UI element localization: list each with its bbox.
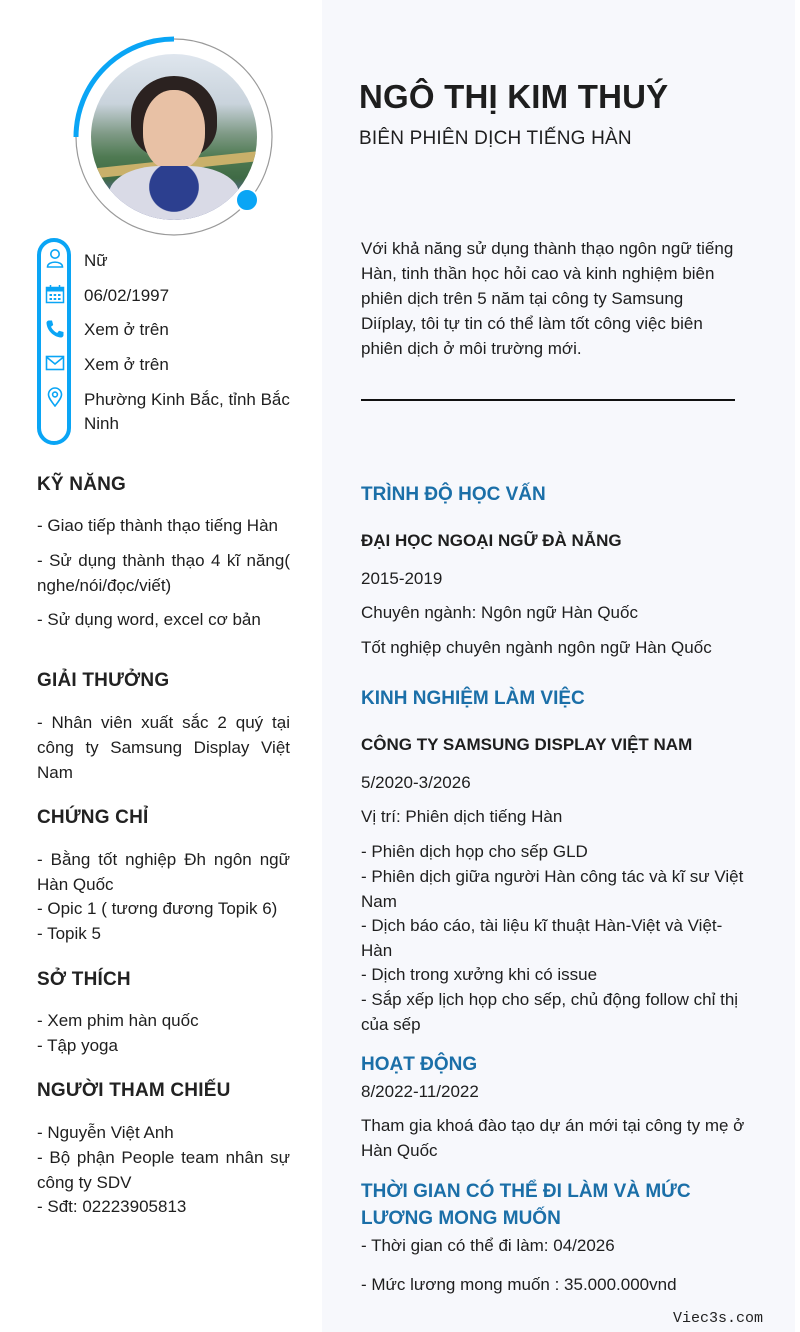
contact-address: Phường Kinh Bắc, tỉnh Bắc Ninh (84, 390, 290, 433)
avatar (72, 35, 276, 239)
contact-birthday: 06/02/1997 (84, 286, 170, 305)
availability-start: - Thời gian có thể đi làm: 04/2026 (361, 1236, 615, 1255)
summary-text: Với khả năng sử dụng thành thạo ngôn ngữ tiếng Hàn, tinh thần học hỏi cao và kinh nghiệm biên phiên dịch trên 5 năm tại công ty Samsung Diíplay, tôi tự tin có thể làm tốt công việc biên phiên dịch ở môi trường mới. (361, 239, 734, 358)
skill-item: - Giao tiếp thành thạo tiếng Hàn (37, 516, 278, 535)
contact-gender: Nữ (84, 251, 108, 270)
experience-company: CÔNG TY SAMSUNG DISPLAY VIỆT NAM (361, 735, 693, 754)
skills-title: KỸ NĂNG (37, 474, 127, 495)
availability-salary: - Mức lương mong muốn : 35.000.000vnd (361, 1275, 677, 1294)
avatar-dot (235, 188, 259, 212)
experience-position: Vị trí: Phiên dịch tiếng Hàn (361, 807, 563, 826)
reference-item: - Bộ phận People team nhân sự công ty SDV (37, 1148, 290, 1192)
reference-item: - Nguyễn Việt Anh (37, 1123, 174, 1142)
activities-title: HOẠT ĐỘNG (361, 1054, 478, 1075)
certificates-title: CHỨNG CHỈ (37, 807, 149, 828)
candidate-name: NGÔ THỊ KIM THUÝ (359, 78, 669, 115)
location-pin-icon (45, 387, 65, 407)
awards-title: GIẢI THƯỞNG (37, 670, 170, 691)
experience-duty: - Phiên dịch giữa người Hàn công tác và kĩ sư Việt Nam (361, 867, 744, 911)
mail-icon (45, 353, 65, 373)
education-note: Tốt nghiệp chuyên ngành ngôn ngữ Hàn Quốc (361, 638, 712, 657)
education-period: 2015-2019 (361, 569, 443, 588)
activities-period: 8/2022-11/2022 (361, 1082, 479, 1101)
hobbies-title: SỞ THÍCH (37, 969, 131, 990)
references-title: NGƯỜI THAM CHIẾU (37, 1080, 231, 1101)
hobby-item: - Tập yoga (37, 1036, 118, 1055)
hobby-item: - Xem phim hàn quốc (37, 1011, 199, 1030)
profile-photo (91, 54, 257, 220)
skill-item: - Sử dụng thành thạo 4 kĩ năng( nghe/nói/đọc/viết) (37, 551, 290, 595)
experience-period: 5/2020-3/2026 (361, 773, 471, 792)
award-item: - Nhân viên xuất sắc 2 quý tại công ty Samsung Display Việt Nam (37, 713, 290, 782)
certificate-item: - Opic 1 ( tương đương Topik 6) (37, 899, 278, 918)
activities-description: Tham gia khoá đào tạo dự án mới tại công ty mẹ ở Hàn Quốc (361, 1116, 745, 1160)
experience-duty: - Sắp xếp lịch họp cho sếp, chủ động follow chỉ thị của sếp (361, 990, 739, 1034)
contact-phone: Xem ở trên (84, 320, 169, 339)
experience-title: KINH NGHIỆM LÀM VIỆC (361, 688, 585, 709)
experience-duty: - Dịch trong xưởng khi có issue (361, 965, 598, 984)
certificate-item: - Bằng tốt nghiệp Đh ngôn ngữ Hàn Quốc (37, 850, 290, 894)
availability-title: THỜI GIAN CÓ THỂ ĐI LÀM VÀ MỨC LƯƠNG MONG MUỐN (361, 1181, 691, 1229)
skill-item: - Sử dụng word, excel cơ bản (37, 610, 261, 629)
education-school: ĐẠI HỌC NGOẠI NGỮ ĐÀ NẴNG (361, 531, 622, 550)
education-title: TRÌNH ĐỘ HỌC VẤN (361, 484, 546, 505)
experience-duty: - Dịch báo cáo, tài liệu kĩ thuật Hàn-Việt và Việt-Hàn (361, 916, 723, 960)
calendar-icon (45, 284, 65, 304)
watermark: Viec3s.com (673, 1310, 764, 1327)
experience-duty: - Phiên dịch họp cho sếp GLD (361, 842, 588, 861)
certificate-item: - Topik 5 (37, 924, 101, 943)
user-icon (45, 248, 65, 268)
job-title: BIÊN PHIÊN DỊCH TIẾNG HÀN (359, 128, 632, 149)
contact-email: Xem ở trên (84, 355, 169, 374)
phone-icon (45, 319, 65, 339)
education-major: Chuyên ngành: Ngôn ngữ Hàn Quốc (361, 603, 638, 622)
contact-icon-rail (37, 238, 71, 445)
reference-item: - Sđt: 02223905813 (37, 1197, 187, 1216)
divider (361, 399, 735, 401)
